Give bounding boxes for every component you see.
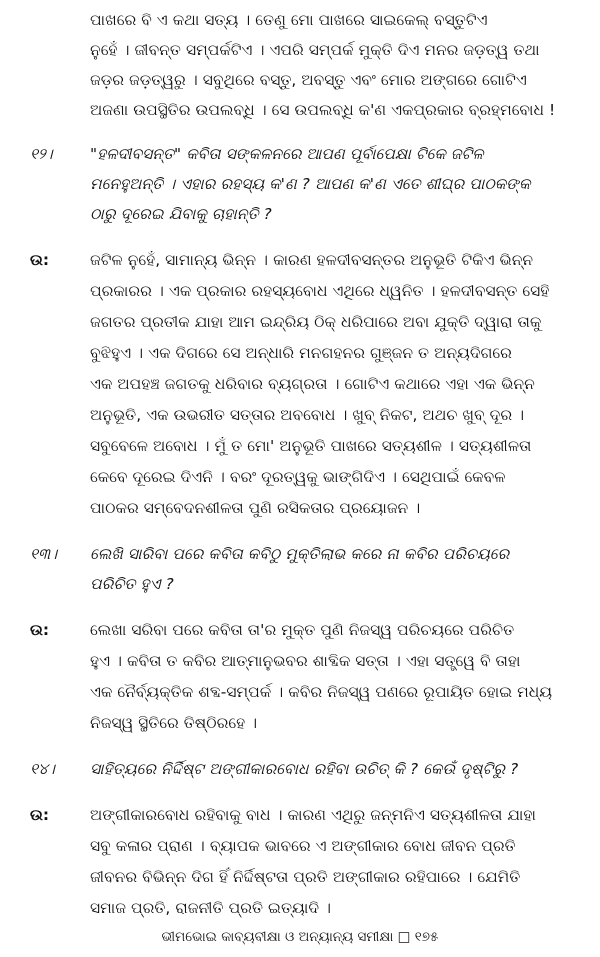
answer-label: ଉ: (30, 806, 49, 824)
answer-line: ନିଜସ୍ୱ ସ୍ଥିତିରେ ତିଷ୍ଠିରହେ । (90, 714, 258, 732)
intro-line: ନୁହେଁ । ଜୀବନ୍ତ ସମ୍ପର୍କଟିଏ । ଏପରି ସମ୍ପର୍କ ମୁକ୍ତି ଦିଏ ମନର ଜଡ଼ତ୍ୱ ତଥା (90, 41, 540, 59)
question-line: ପରିଚିତ ହୁଏ ? (90, 575, 174, 593)
question-line: ଠାରୁ ଦୂରେଇ ଯିବାକୁ ଚାହାନ୍ତି ? (90, 205, 272, 223)
answer-line: ବୁଝିହୁଏ । ଏକ ଦିଗରେ ସେ ଅନ୍ଧାରି ମନଗହନର ଗୁଞ୍ଜନ ତ ଅନ୍ୟଦିଗରେ (90, 344, 512, 362)
question-line: ମନେହୁଅନ୍ତି । ଏହାର ରହସ୍ୟ କ'ଣ ? ଆପଣ କ'ଣ ଏତେ ଶୀଘ୍ର ପାଠକଙ୍କ (90, 175, 531, 193)
intro-line: ଅଜଣା ଉପସ୍ଥିତିର ଉପଲବ୍ଧି । ସେ ଉପଲବ୍ଧି କ'ଣ ଏକପ୍ରକାର ବ୍ରହ୍ମବୋଧ ! (90, 101, 556, 119)
page-footer (0, 925, 600, 949)
question-line: ସାହିତ୍ୟରେ ନିର୍ଦ୍ଦିଷ୍ଟ ଅଙ୍ଗୀକାରବୋଧ ରହିବା ଉଚିତ୍ କି ? କେଉଁ ଦୃଷ୍ଟିରୁ ? (90, 760, 519, 778)
answer-label: ଉ: (30, 251, 49, 269)
answer-line: ପାଠକର ସମ୍ବେଦନଶୀଳତା ପୁଣି ରସିକତାର ପ୍ରୟୋଜନ । (90, 499, 421, 517)
answer-line: ସବୁବେଳେ ଅବୋଧ । ମୁଁ ତ ମୋ' ଅନୁଭୂତି ପାଖରେ ସତ୍ୟଶୀଳ । ସତ୍ୟଶୀଳତା (90, 437, 532, 455)
answer-line: କେବେ ଦୂରେଇ ଦିଏନି । ବରଂ ଦୂରତ୍ୱକୁ ଭାଙ୍ଗିଦିଏ । ସେଥିପାଇଁ କେବଳ (90, 468, 506, 486)
answer-line: ଏକ ଅପହଞ୍ଚ ଜଗତକୁ ଧରିବାର ବ୍ୟଗ୍ରତା । ଗୋଟିଏ କଥାରେ ଏହା ଏକ ଭିନ୍ନ (90, 375, 535, 393)
answer-line: ଲେଖା ସରିବା ପରେ କବିତା ତା'ର ମୁକ୍ତ ପୁଣି ନିଜସ୍ୱ ପରିଚୟରେ ପରିଚିତ (90, 621, 515, 639)
box-separator: □ (397, 929, 411, 945)
answer-line: ଜଗତର ପ୍ରତୀକ ଯାହା ଆମ ଇନ୍ଦ୍ରିୟ ଠିକ୍ ଧରିପାରେ ଅବା ଯୁକ୍ତି ଦ୍ୱାରା ତାକୁ (90, 313, 542, 331)
answer-line: ସମାଜ ପ୍ରତି, ରାଜନୀତି ପ୍ରତି ଇତ୍ୟାଦି । (90, 899, 332, 917)
book-title: ଭୀମଭୋଇ କାବ୍ୟବୀକ୍ଷା ଓ ଅନ୍ୟାନ୍ୟ ସମୀକ୍ଷା (161, 929, 394, 945)
page-number: ୧୭୫ (414, 929, 439, 945)
answer-line: ଅଙ୍ଗୀକାରବୋଧ ରହିବାକୁ ବାଧ । କାରଣ ଏଥିରୁ ଜନ୍ମନିଏ ସତ୍ୟଶୀଳତା ଯାହା (90, 806, 536, 824)
answer-line: ସବୁ କଳାର ପ୍ରାଣ । ବ୍ୟାପକ ଭାବରେ ଏ ଅଙ୍ଗୀକାର ବୋଧ ଜୀବନ ପ୍ରତି (90, 837, 516, 855)
answer-line: ଏକ ନୈର୍ବ୍ୟକ୍ତିକ ଶବ୍ଦ-ସମ୍ପର୍କ । କବିର ନିଜସ୍ୱ ପଣରେ ରୂପାୟିତ ହୋଇ ମଧ୍ୟ (90, 683, 553, 701)
intro-line: ଜଡ଼ର ଜଡ଼ତ୍ୱରୁ । ସବୁଥିରେ ବସ୍ତୁ, ଅବସ୍ତୁ ଏବଂ ମୋର ଅଙ୍ଗରେ ଗୋଟିଏ (90, 71, 527, 89)
answer-line: ପ୍ରକାରର । ଏକ ପ୍ରକାର ରହସ୍ୟବୋଧ ଏଥିରେ ଧ୍ୱନିତ । ହଳଦୀବସନ୍ତ ସେହି (90, 282, 550, 300)
answer-line: ହୁଏ । କବିତା ତ କବିର ଆତ୍ମାନୁଭବର ଶାବ୍ଦିକ ସତ୍ତା । ଏହା ସତ୍ତ୍ୱେ ବି ତାହା (90, 652, 521, 670)
answer-label: ଉ: (30, 621, 49, 639)
intro-line: ପାଖରେ ବି ଏ କଥା ସତ୍ୟ । ତେଣୁ ମୋ ପାଖରେ ସାଇକେଲ୍ ବସ୍ତୁଟିଏ (90, 11, 488, 29)
answer-line: ଜୀବନର ବିଭିନ୍ନ ଦିଗ ହିଁ ନିର୍ଦ୍ଦିଷ୍ଟତା ପ୍ରତି ଅଙ୍ଗୀକାର ରହିପାରେ । ଯେମିତି (90, 868, 521, 886)
answer-line: ଜଟିଳ ନୁହେଁ, ସାମାନ୍ୟ ଭିନ୍ନ । କାରଣ ହଳଦୀବସନ୍ତର ଅନୁଭୂତି ଟିକିଏ ଭିନ୍ନ (90, 251, 534, 269)
question-number: ୧୪। (30, 760, 55, 778)
question-number: ୧୩। (30, 545, 58, 563)
answer-line: ଅନୁଭୂତି, ଏକ ଉଭରୀତ ସତ୍ତାର ଅବବୋଧ । ଖୁବ୍ ନିକଟ, ଅଥଚ ଖୁବ୍ ଦୂର । (90, 406, 525, 424)
question-line: "ହଳଦୀବସନ୍ତ" କବିତା ସଙ୍କଳନରେ ଆପଣ ପୂର୍ବାପେକ୍ଷା ଟିକେ ଜଟିଳ (90, 145, 484, 163)
question-line: ଲେଖି ସାରିବା ପରେ କବିତା କବିଠୁ ମୁକ୍ତିଲାଭ କରେ ନା କବିର ପରିଚୟରେ (90, 545, 510, 563)
question-number: ୧୨। (30, 145, 53, 163)
